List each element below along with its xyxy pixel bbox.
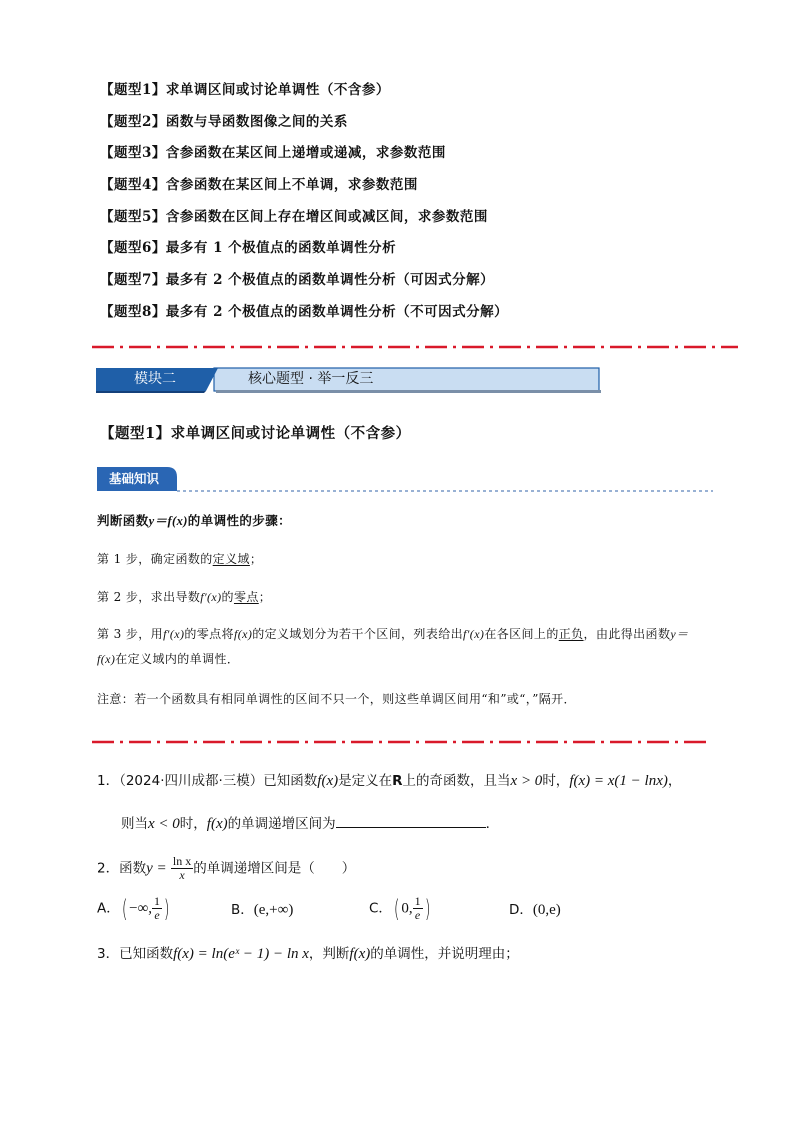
red-dash-divider-bottom bbox=[92, 740, 738, 744]
text-span: 上的奇函数，且当 bbox=[402, 773, 511, 789]
question-source: （2024·四川成都·三模） bbox=[119, 773, 264, 789]
fraction-numerator: 1 bbox=[154, 894, 161, 908]
basic-knowledge-tag bbox=[95, 465, 715, 495]
toc-item-3: 【题型3】含参函数在某区间上递增或递减，求参数范围 bbox=[100, 145, 446, 162]
text-span: 在各区间上的 bbox=[484, 627, 559, 641]
question-type-list bbox=[100, 80, 740, 334]
option-label: D． bbox=[509, 902, 533, 918]
text-span: 时， bbox=[542, 773, 570, 789]
math-expression: x < 0 bbox=[148, 816, 180, 832]
text-span: 时， bbox=[179, 816, 207, 832]
text-span: ； bbox=[249, 552, 263, 566]
toc-item-8: 【题型8】最多有 2 个极值点的函数单调性分析（不可因式分解） bbox=[100, 303, 509, 320]
question-2-stem bbox=[97, 855, 355, 882]
text-span: ； bbox=[258, 590, 272, 604]
underlined-term: 定义域 bbox=[212, 552, 250, 566]
real-set-symbol: R bbox=[392, 773, 403, 789]
option-d[interactable] bbox=[509, 900, 561, 920]
fraction-denominator: e bbox=[414, 908, 421, 922]
basic-knowledge-label: 基础知识 bbox=[109, 471, 160, 486]
text-span: ， bbox=[667, 773, 682, 789]
text-span: 的零点将 bbox=[184, 627, 234, 641]
right-paren: ) bbox=[424, 894, 431, 923]
step-2 bbox=[97, 588, 271, 606]
toc-item-4: 【题型4】含参函数在某区间上不单调，求参数范围 bbox=[100, 177, 418, 194]
module-number-label: 模块二 bbox=[134, 371, 176, 387]
text-span: ，由此得出函数 bbox=[583, 627, 671, 641]
question-2-options bbox=[97, 895, 697, 925]
text-span: ，判断 bbox=[308, 946, 350, 962]
math-expression: (0,e) bbox=[532, 902, 561, 918]
text-span: 则当 bbox=[121, 816, 148, 832]
math-expression: f(x) = x(1 − lnx) bbox=[569, 773, 668, 789]
function-expression: f(x) bbox=[233, 627, 253, 641]
underlined-term: 零点 bbox=[233, 590, 259, 604]
left-paren: ( bbox=[121, 894, 128, 923]
module-title-label: 核心题型 · 举一反三 bbox=[248, 371, 374, 387]
option-a[interactable] bbox=[97, 895, 171, 922]
text-span: 的单调性，并说明理由； bbox=[370, 946, 519, 962]
math-expression: −∞, bbox=[129, 900, 153, 917]
math-expression: x > 0 bbox=[510, 773, 543, 789]
text-span: 的定义域划分为若干个区间，列表给出 bbox=[252, 627, 464, 641]
toc-item-5: 【题型5】含参函数在区间上存在增区间或减区间，求参数范围 bbox=[100, 208, 488, 225]
option-b[interactable] bbox=[231, 900, 293, 920]
function-expression: f′(x) bbox=[200, 590, 222, 604]
left-paren: ( bbox=[393, 894, 400, 923]
option-label: B． bbox=[231, 902, 254, 918]
function-expression: f′(x) bbox=[463, 627, 485, 641]
fraction-1-over-e bbox=[152, 895, 162, 922]
underlined-term: 正负 bbox=[558, 627, 584, 641]
text-span: 第 1 步，确定函数的 bbox=[97, 552, 213, 566]
option-label: C． bbox=[369, 900, 392, 917]
section-heading: 【题型1】求单调区间或讨论单调性（不含参） bbox=[100, 425, 411, 442]
question-number: 2． bbox=[97, 860, 120, 877]
text-span: 第 2 步，求出导数 bbox=[97, 590, 201, 604]
module-header-bar bbox=[96, 365, 601, 393]
fraction-ln-x-over-x bbox=[171, 855, 193, 882]
right-paren: ) bbox=[163, 894, 170, 923]
red-dash-divider-top bbox=[92, 345, 738, 349]
math-expression: y = bbox=[146, 860, 167, 877]
text-span: 是定义在 bbox=[338, 773, 393, 789]
steps-intro bbox=[97, 512, 291, 530]
text-span: 的单调性的步骤： bbox=[187, 513, 291, 528]
toc-item-6: 【题型6】最多有 1 个极值点的函数单调性分析 bbox=[100, 240, 397, 257]
toc-item-1: 【题型1】求单调区间或讨论单调性（不含参） bbox=[100, 82, 390, 98]
fraction-numerator: 1 bbox=[414, 894, 421, 908]
question-3 bbox=[97, 944, 519, 964]
math-expression: (e,+∞) bbox=[253, 902, 294, 918]
math-expression: f(x) = ln(eˣ − 1) − ln x bbox=[173, 946, 309, 962]
math-expression: f(x) bbox=[317, 773, 339, 789]
fraction-numerator: ln x bbox=[172, 854, 192, 868]
basic-tag-shape bbox=[95, 465, 715, 495]
text-span: 函数 bbox=[119, 860, 147, 877]
text-span: 判断函数 bbox=[97, 513, 149, 528]
text-span: 已知函数 bbox=[263, 773, 318, 789]
question-1-line-1 bbox=[97, 771, 681, 791]
step-3 bbox=[97, 622, 697, 672]
question-number: 3． bbox=[97, 946, 120, 962]
fraction-denominator: x bbox=[179, 868, 185, 882]
option-label: A． bbox=[97, 900, 120, 917]
fraction-1-over-e bbox=[413, 895, 423, 922]
math-expression: f(x) bbox=[206, 816, 228, 832]
function-expression: y＝f(x) bbox=[148, 514, 188, 528]
answer-blank[interactable] bbox=[336, 813, 486, 828]
math-expression: f(x) bbox=[349, 946, 371, 962]
text-span: 的单调递增区间是（ ） bbox=[193, 860, 356, 877]
text-span: 已知函数 bbox=[119, 946, 174, 962]
note-text: 注意：若一个函数具有相同单调性的区间不只一个，则这些单调区间用“和”或“，”隔开． bbox=[97, 692, 576, 706]
function-expression: f′(x) bbox=[163, 627, 185, 641]
question-number: 1． bbox=[97, 773, 120, 789]
question-1-line-2 bbox=[121, 813, 499, 834]
text-span: 在定义域内的单调性． bbox=[115, 652, 240, 666]
text-span: 的 bbox=[221, 590, 234, 604]
fraction-denominator: e bbox=[154, 908, 160, 922]
text-span: 第 3 步，用 bbox=[97, 627, 164, 641]
text-span: ． bbox=[485, 816, 500, 832]
option-c[interactable] bbox=[369, 895, 432, 922]
toc-item-2: 【题型2】函数与导函数图像之间的关系 bbox=[100, 113, 348, 130]
function-expression: y＝f(x) bbox=[97, 627, 689, 666]
text-span: 的单调递增区间为 bbox=[227, 816, 336, 832]
step-1 bbox=[97, 550, 262, 568]
math-expression: 0, bbox=[401, 900, 413, 917]
toc-item-7: 【题型7】最多有 2 个极值点的函数单调性分析（可因式分解） bbox=[100, 272, 495, 289]
